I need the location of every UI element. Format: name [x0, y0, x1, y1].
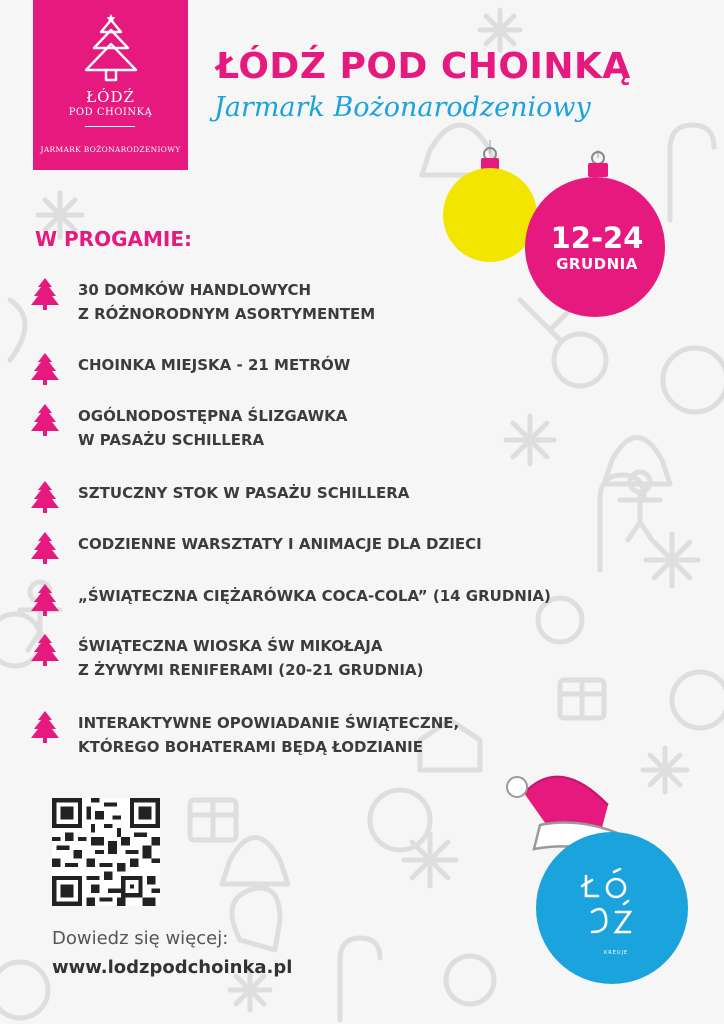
list-item-text: [78, 353, 678, 377]
list-item-line: SZTUCZNY STOK W PASAŻU SCHILLERA: [78, 484, 410, 502]
qr-code[interactable]: [52, 798, 160, 906]
christmas-tree-bullet-icon: [30, 278, 60, 310]
christmas-tree-bullet-icon: [30, 532, 60, 564]
list-item-line: Z RÓŻNORODNYM ASORTYMENTEM: [78, 305, 376, 323]
christmas-tree-icon: [80, 14, 142, 86]
christmas-tree-bullet-icon: [30, 353, 60, 385]
logo-box: [33, 0, 188, 170]
page-subtitle: Jarmark Bożonarodzeniowy: [214, 92, 591, 123]
list-item-text: [78, 711, 678, 759]
program-heading: W PROGAMIE:: [35, 227, 192, 251]
christmas-tree-bullet-icon: [30, 404, 60, 436]
christmas-tree-bullet-icon: [30, 481, 60, 513]
list-item-text: [78, 532, 678, 556]
logo-footer: JARMARK BOŻONARODZENIOWY: [40, 145, 181, 154]
christmas-tree-bullet-icon: [30, 634, 60, 666]
list-item-line: KTÓREGO BOHATERAMI BĘDĄ ŁODZIANIE: [78, 738, 423, 756]
date-range: 12-24: [550, 221, 644, 255]
list-item-line: ŚWIĄTECZNA WIOSKA ŚW MIKOŁAJA: [78, 637, 383, 655]
list-item-line: CHOINKA MIEJSKA - 21 METRÓW: [78, 356, 351, 374]
list-item-text: [78, 481, 678, 505]
list-item-line: Z ŻYWYMI RENIFERAMI (20-21 GRUDNIA): [78, 661, 424, 679]
list-item-text: [78, 278, 678, 326]
list-item-line: INTERAKTYWNE OPOWIADANIE ŚWIĄTECZNE,: [78, 714, 460, 732]
date-badge: [527, 222, 667, 273]
city-logo-caption: KREUJE: [604, 950, 629, 956]
list-item-line: OGÓLNODOSTĘPNA ŚLIZGAWKA: [78, 407, 348, 425]
date-month: GRUDNIA: [556, 255, 638, 273]
logo-divider: [85, 126, 135, 127]
christmas-tree-bullet-icon: [30, 584, 60, 616]
lodz-city-logo-icon: [580, 868, 640, 952]
more-info-label: Dowiedz się więcej:: [52, 928, 229, 949]
list-item-text: [78, 584, 678, 608]
list-item-line: CODZIENNE WARSZTATY I ANIMACJE DLA DZIECI: [78, 535, 482, 553]
christmas-tree-bullet-icon: [30, 711, 60, 743]
logo-subtitle: POD CHOINKĄ: [68, 107, 153, 118]
list-item-text: [78, 404, 678, 452]
list-item-line: W PASAŻU SCHILLERA: [78, 431, 265, 449]
list-item-line: „ŚWIĄTECZNA CIĘŻARÓWKA COCA-COLA” (14 GRUDNIA): [78, 587, 551, 605]
logo-city: ŁÓDŹ: [86, 88, 135, 106]
website-link[interactable]: www.lodzpodchoinka.pl: [52, 957, 293, 978]
list-item-line: 30 DOMKÓW HANDLOWYCH: [78, 281, 312, 299]
page-title: ŁÓDŹ POD CHOINKĄ: [216, 46, 631, 87]
list-item-text: [78, 634, 678, 682]
